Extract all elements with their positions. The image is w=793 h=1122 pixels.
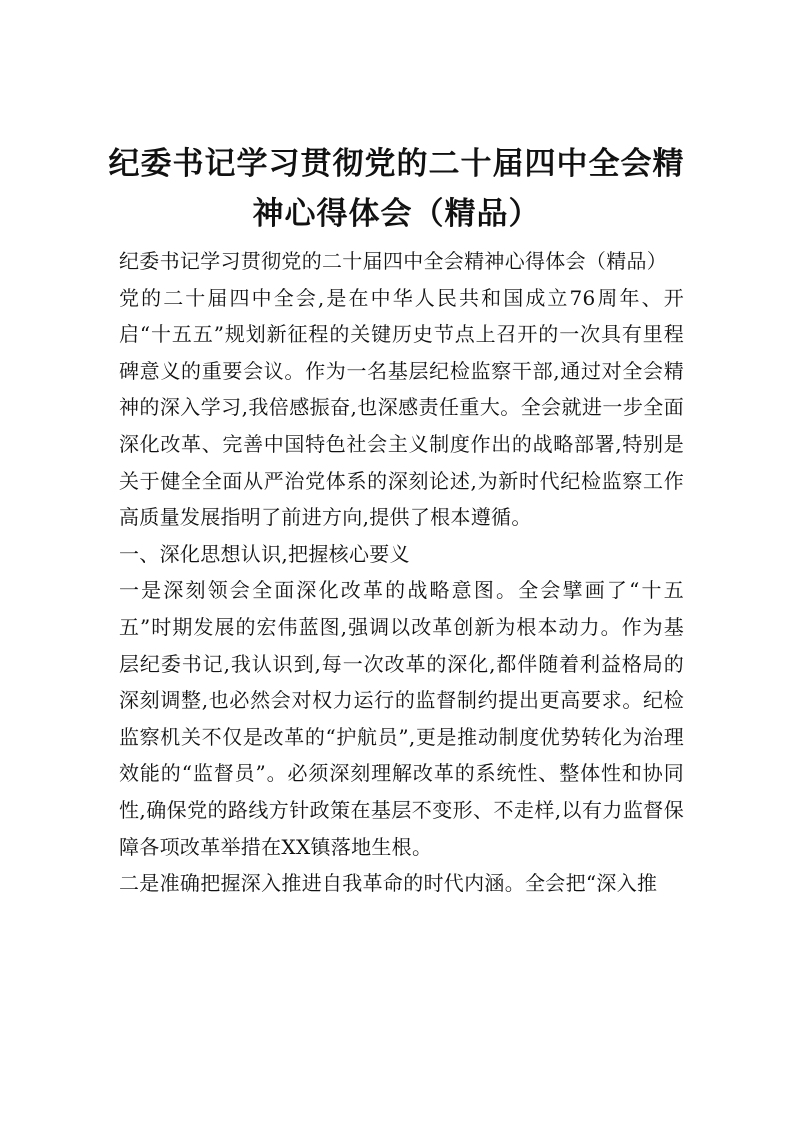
body-paragraph: 一是深刻领会全面深化改革的战略意图。全会擘画了“十五五”时期发展的宏伟蓝图,强调以改革创新为根本动力。作为基层纪委书记,我认识到,每一次改革的深化,都伴随着利益格局的深刻调整,也必然会对权力运行的监督制约提出更高要求。纪检监察机关不仅是改革的“护航员”,更是推动制度优势转化为治理效能的“监督员”。必须深刻理解改革的系统性、整体性和协同性,确保党的路线方针政策在基层不变形、不走样,以有力监督保障各项改革举措在XX镇落地生根。 [119,578,684,859]
title-line-2: 神心得体会（精品） [252,195,541,232]
subtitle-paragraph: 纪委书记学习贯彻党的二十届四中全会精神心得体会（精品） [119,249,668,273]
document-title [60,139,733,239]
title-line-1: 纪委书记学习贯彻党的二十届四中全会精 [108,145,685,182]
document-body [119,243,684,902]
intro-paragraph: 党的二十届四中全会,是在中华人民共和国成立76周年、开启“十五五”规划新征程的关键历史节点上召开的一次具有里程碑意义的重要会议。作为一名基层纪检监察干部,通过对全会精神的深入学习,我倍感振奋,也深感责任重大。全会就进一步全面深化改革、完善中国特色社会主义制度作出的战略部署,特别是关于健全全面从严治党体系的深刻论述,为新时代纪检监察工作高质量发展指明了前进方向,提供了根本遵循。 [119,285,684,530]
body-paragraph: 二是准确把握深入推进自我革命的时代内涵。全会把“深入推 [119,871,658,896]
section-heading: 一、深化思想认识,把握核心要义 [119,541,410,566]
